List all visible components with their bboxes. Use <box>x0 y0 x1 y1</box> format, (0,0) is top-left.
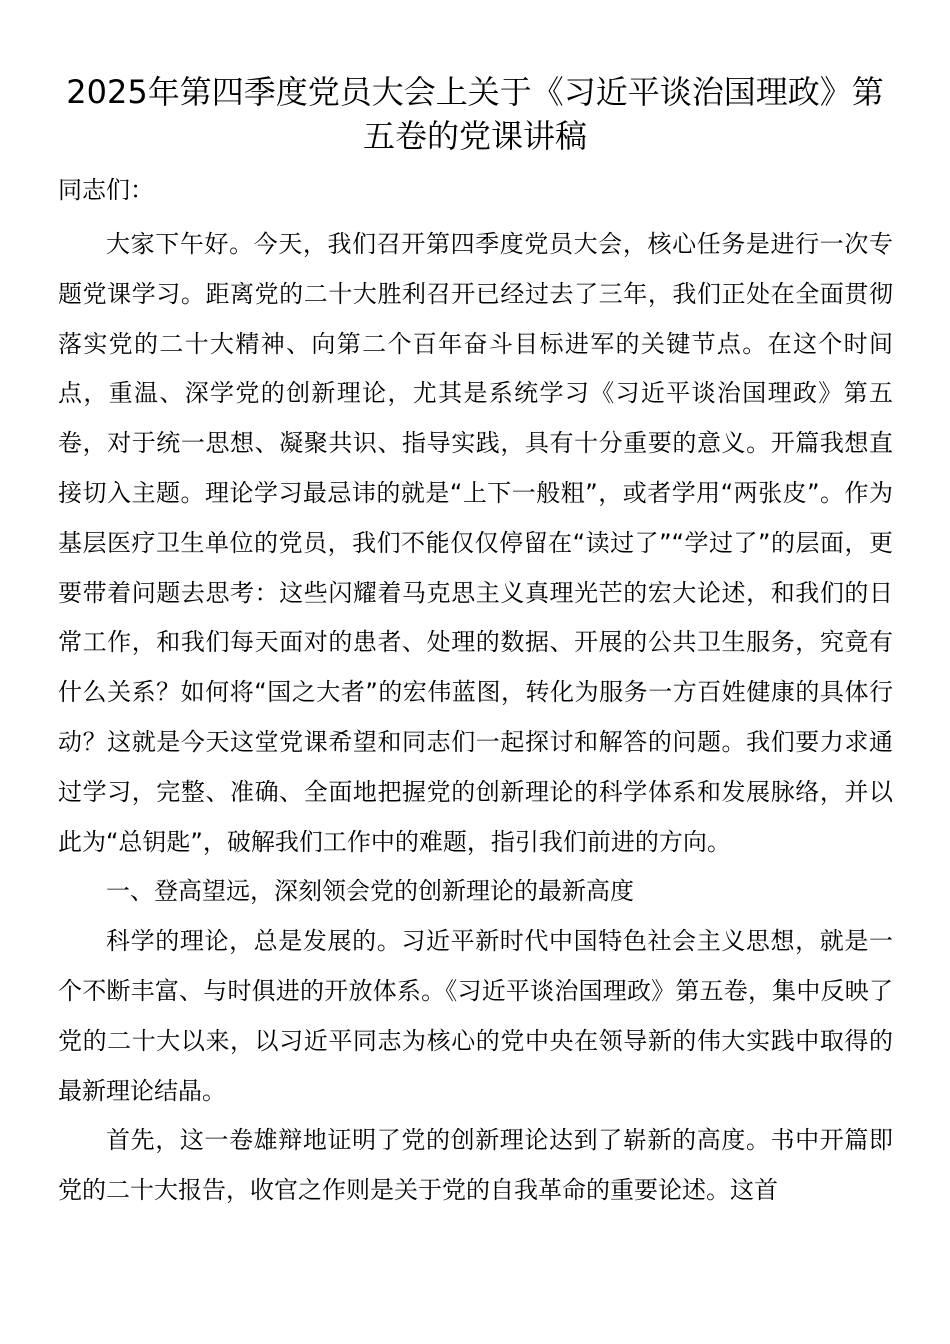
salutation: 同志们： <box>58 176 154 204</box>
paragraph-opening: 大家下午好。今天，我们召开第四季度党员大会，核心任务是进行一次专题党课学习。距离党的二十大胜利召开已经过去了三年，我们正处在全面贯彻落实党的二十大精神、向第二个百年奋斗目标进军的关键节点。在这个时间点，重温、深学党的创新理论，尤其是系统学习《习近平谈治国理政》第五卷，对于统一思想、凝聚共识、指导实践，具有十分重要的意义。开篇我想直接切入主题。理论学习最忌讳的就是“上下一般粗”，或者学用“两张皮”。作为基层医疗卫生单位的党员，我们不能仅仅停留在“读过了”“学过了”的层面，更要带着问题去思考：这些闪耀着马克思主义真理光芒的宏大论述，和我们的日常工作，和我们每天面对的患者、处理的数据、开展的公共卫生服务，究竟有什么关系？如何将“国之大者”的宏伟蓝图，转化为服务一方百姓健康的具体行动？这就是今天这堂党课希望和同志们一起探讨和解答的问题。我们要力求通过学习，完整、准确、全面地把握党的创新理论的科学体系和发展脉络，并以此为“总钥匙”，破解我们工作中的难题，指引我们前进的方向。 <box>58 230 893 856</box>
paragraph-first-point: 首先，这一卷雄辩地证明了党的创新理论达到了崭新的高度。书中开篇即党的二十大报告，收官之作则是关于党的自我革命的重要论述。这首 <box>58 1126 893 1205</box>
document-body <box>58 170 893 1216</box>
section-heading-1: 一、登高望远，深刻领会党的创新理论的最新高度 <box>106 877 634 906</box>
document-title: 2025年第四季度党员大会上关于《习近平谈治国理政》第五卷的党课讲稿 <box>66 73 884 155</box>
paragraph-section-1-intro: 科学的理论，总是发展的。习近平新时代中国特色社会主义思想，就是一个不断丰富、与时俱进的开放体系。《习近平谈治国理政》第五卷，集中反映了党的二十大以来，以习近平同志为核心的党中央在领导新的伟大实践中取得的最新理论结晶。 <box>58 927 893 1105</box>
